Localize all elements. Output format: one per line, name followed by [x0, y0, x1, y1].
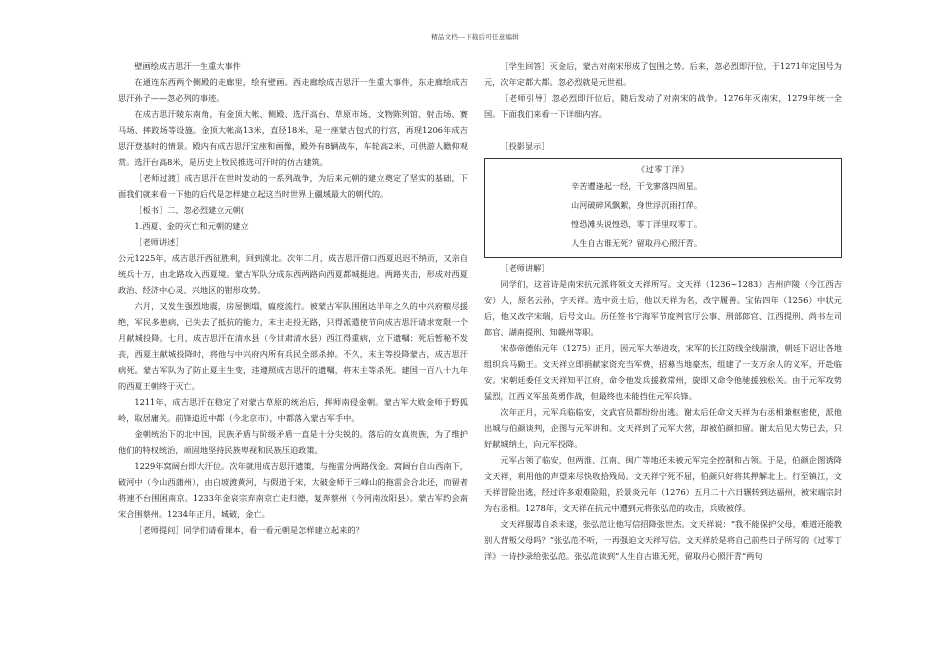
paragraph: 同学们，这首诗是南宋抗元派将领文天祥所写。文天祥（1236~1283）吉州庐陵（今江西吉安）人，原名云孙，字天祥。选中贡士后，他以天祥为名，改字履善。宝佑四年（1256）中状元后，他又改字宋瑞，后号文山。历任签书宁海军节度判官厅公事、刑部郎官、江西提刑、尚书左司郎官、湖南提刑、知赣州等职。	[484, 279, 842, 337]
paragraph: ［老师提问］同学们请看课本，看一看元朝是怎样建立起来的？	[134, 525, 364, 535]
right-top-paragraphs	[484, 58, 842, 122]
right-column	[484, 58, 842, 564]
poem-line: 辛苦遭逢起一经，干戈寥落四周星。	[571, 181, 703, 191]
paragraph: ［老师引导］忽必烈即汗位后，随后发动了对南宋的战争。1276年灭南宋，1279年统一全国。下面我们来看一下详细内容。	[484, 93, 842, 119]
paragraph: 元军占领了临安，但两淮、江南、闽广等地还未被元军完全控制和占领。于是，伯颜企图诱降文天祥，利用他的声望来尽快收拾残局。文天祥宁死不屈，伯颜只好将其押解北上。行至镇江，文天祥冒险出逃，经过许多艰难险阻，於景炎元年（1276）五月二十六日辗转到达福州，被宋端宗封为右丞相。1278年，文天祥在抗元中遭到元将张弘范的攻击，兵败被俘。	[484, 455, 842, 513]
paragraph: 次年正月，元军兵临临安，文武官员都纷纷出逃。谢太后任命文天祥为右丞相兼枢密使，派他出城与伯颜谈判，企图与元军讲和。文天祥到了元军大营，却被伯颜扣留。谢太后见大势已去，只好献城纳土，向元军投降。	[484, 407, 842, 449]
paragraph: ［学生回答］灭金后，蒙古对南宋形成了包围之势。后来，忽必烈即汗位，于1271年定国号为元，次年定都大都。忽必烈就是元世祖。	[484, 61, 842, 87]
paragraph: 金朝统治下的北中国，民族矛盾与阶级矛盾一直是十分尖锐的。落后的女真贵族，为了维护他们的特权统治，顽固地坚持民族卑视和民族压迫政策。	[118, 429, 468, 455]
paragraph: 在通连东西两个侧殿的走廊里，绘有壁画。西走廊绘成吉思汗一生重大事件，东走廊绘成吉思汗孙子——忽必列的事迹。	[118, 77, 468, 103]
paragraph: ［板书］二、忽必烈建立元朝(	[134, 205, 245, 215]
spacer	[484, 122, 842, 138]
poem-box	[484, 158, 842, 258]
paragraph: 六月，又发生强烈地震，房屋倒塌，瘟疫流行。被蒙古军队围困达半年之久的中兴府粮尽援绝，军民多患病，已失去了抵抗的能力，末主走投无路，只得派遣使节向成吉思汗请求宽限一个月献城投降。七月，成吉思汗在清水县（今甘肃清水县）西江得重病，立下遗嘱：死后暂秘不发丧，西夏主献城投降时，将他与中兴府内所有兵民全部杀掉。不久，末主等投降蒙古，成吉思汗病死。蒙古军队为了防止夏主生变，违遵照成吉思汗的遗嘱，将末主等杀死。建国一百八十九年的西夏王朝终于灭亡。	[118, 301, 468, 391]
page-header: 精品文档---下载后可任意编辑	[431, 33, 519, 41]
paragraph: 文天祥服毒自杀未遂，张弘范让他写信招降张世杰。文天祥说：“我不能保护父母，难道还能教别人背叛父母吗？”张弘范不听，一再强迫文天祥写信。文天祥於是将自己前些日子所写的《过零丁洋》一诗抄录给张弘范。张弘范读到“人生自古谁无死，留取丹心照汗青”两句	[484, 519, 842, 561]
poem-title: 《过零丁洋》	[636, 164, 690, 174]
left-column	[118, 58, 468, 538]
paragraph: ［老师过渡］成吉思汗在世时发动的一系列战争，为后来元朝的建立奠定了坚实的基础，下面我们就来看一下他的后代是怎样建立起这当时世界上疆域最大的朝代的。	[118, 173, 468, 199]
poem-line: 山河破碎风飘絮，身世浮沉雨打萍。	[571, 200, 703, 210]
paragraph: ［老师讲解］	[500, 263, 550, 273]
paragraph: 壁画绘成吉思汗一生重大事件	[134, 61, 241, 71]
paragraph: 1229年窝阔台即大汗位。次年就用成吉思汗遗策，与拖雷分两路伐金。窝阔台自山西南下，破河中（今山西蒲州），由白坡渡黄河，与假道于宋，大破金师于三峰山的拖雷会合北还，而留者将速不台围困南京。1233年金哀宗弃南京亡走归德，复奔蔡州（今河南汝阳县）。蒙古军约会南宋合围蔡州。1234年正月，城破，金亡。	[118, 461, 468, 519]
paragraph: 宋恭帝德佑元年（1275）正月，因元军大举进攻，宋军的长江防线全线崩溃，朝廷下诏让各地组织兵马勤王。文天祥立即捐献家资充当军费，招募当地豪杰，组建了一支万余人的义军，开赴临安。宋朝廷委任文天祥知平江府，命令他发兵援救常州，旋即又命令他驰援独松关。由于元军攻势猛烈，江西义军虽英勇作战，但最终也未能挡住元军兵锋。	[484, 343, 842, 401]
paragraph: 1.西夏、金的灭亡和元朝的建立	[134, 221, 249, 231]
poem-line: 人生自古谁无死？留取丹心照汗青。	[571, 238, 703, 248]
projection-label: ［投影显示］	[500, 141, 550, 151]
paragraph: 公元1225年，成吉思汗西征胜利，回到漠北。次年二月，成吉思汗借口西夏迟迟不纳贡，又亲自统兵十万，由北路攻入西夏境。蒙古军队分成东西两路向西夏都城挺进。两路夹击，形成对西夏政治、经济中心灵、兴地区的钳形攻势。	[118, 253, 468, 295]
paragraph: 1211年，成吉思汗在稳定了对蒙古草原的统治后，挥师南侵金朝。蒙古军大败金师于野狐岭，取居庸关。前锋追近中都（今北京市），中都落入蒙古军手中。	[118, 397, 468, 423]
paragraph: ［老师讲述］	[134, 237, 184, 247]
right-bottom-paragraphs	[484, 260, 842, 564]
paragraph: 在成吉思汗陵东南角，有金顶大帐、侧殿、选汗高台、草原市场、文物陈列馆、射击场、赛马场、摔跤场等设施。金顶大帐高13米，直径18米，是一座蒙古包式的行宫，再现1206年成吉思汗登基时的情景。殿内有成吉思汗宝座和画像，殿外有8辆战车，车轮高2米，可供游人瞻仰观赏。选汗台高8米，是历史上牧民推选可汗时的仿古建筑。	[118, 109, 468, 167]
poem-line: 惶恐滩头说惶恐，零丁洋里叹零丁。	[571, 219, 703, 229]
